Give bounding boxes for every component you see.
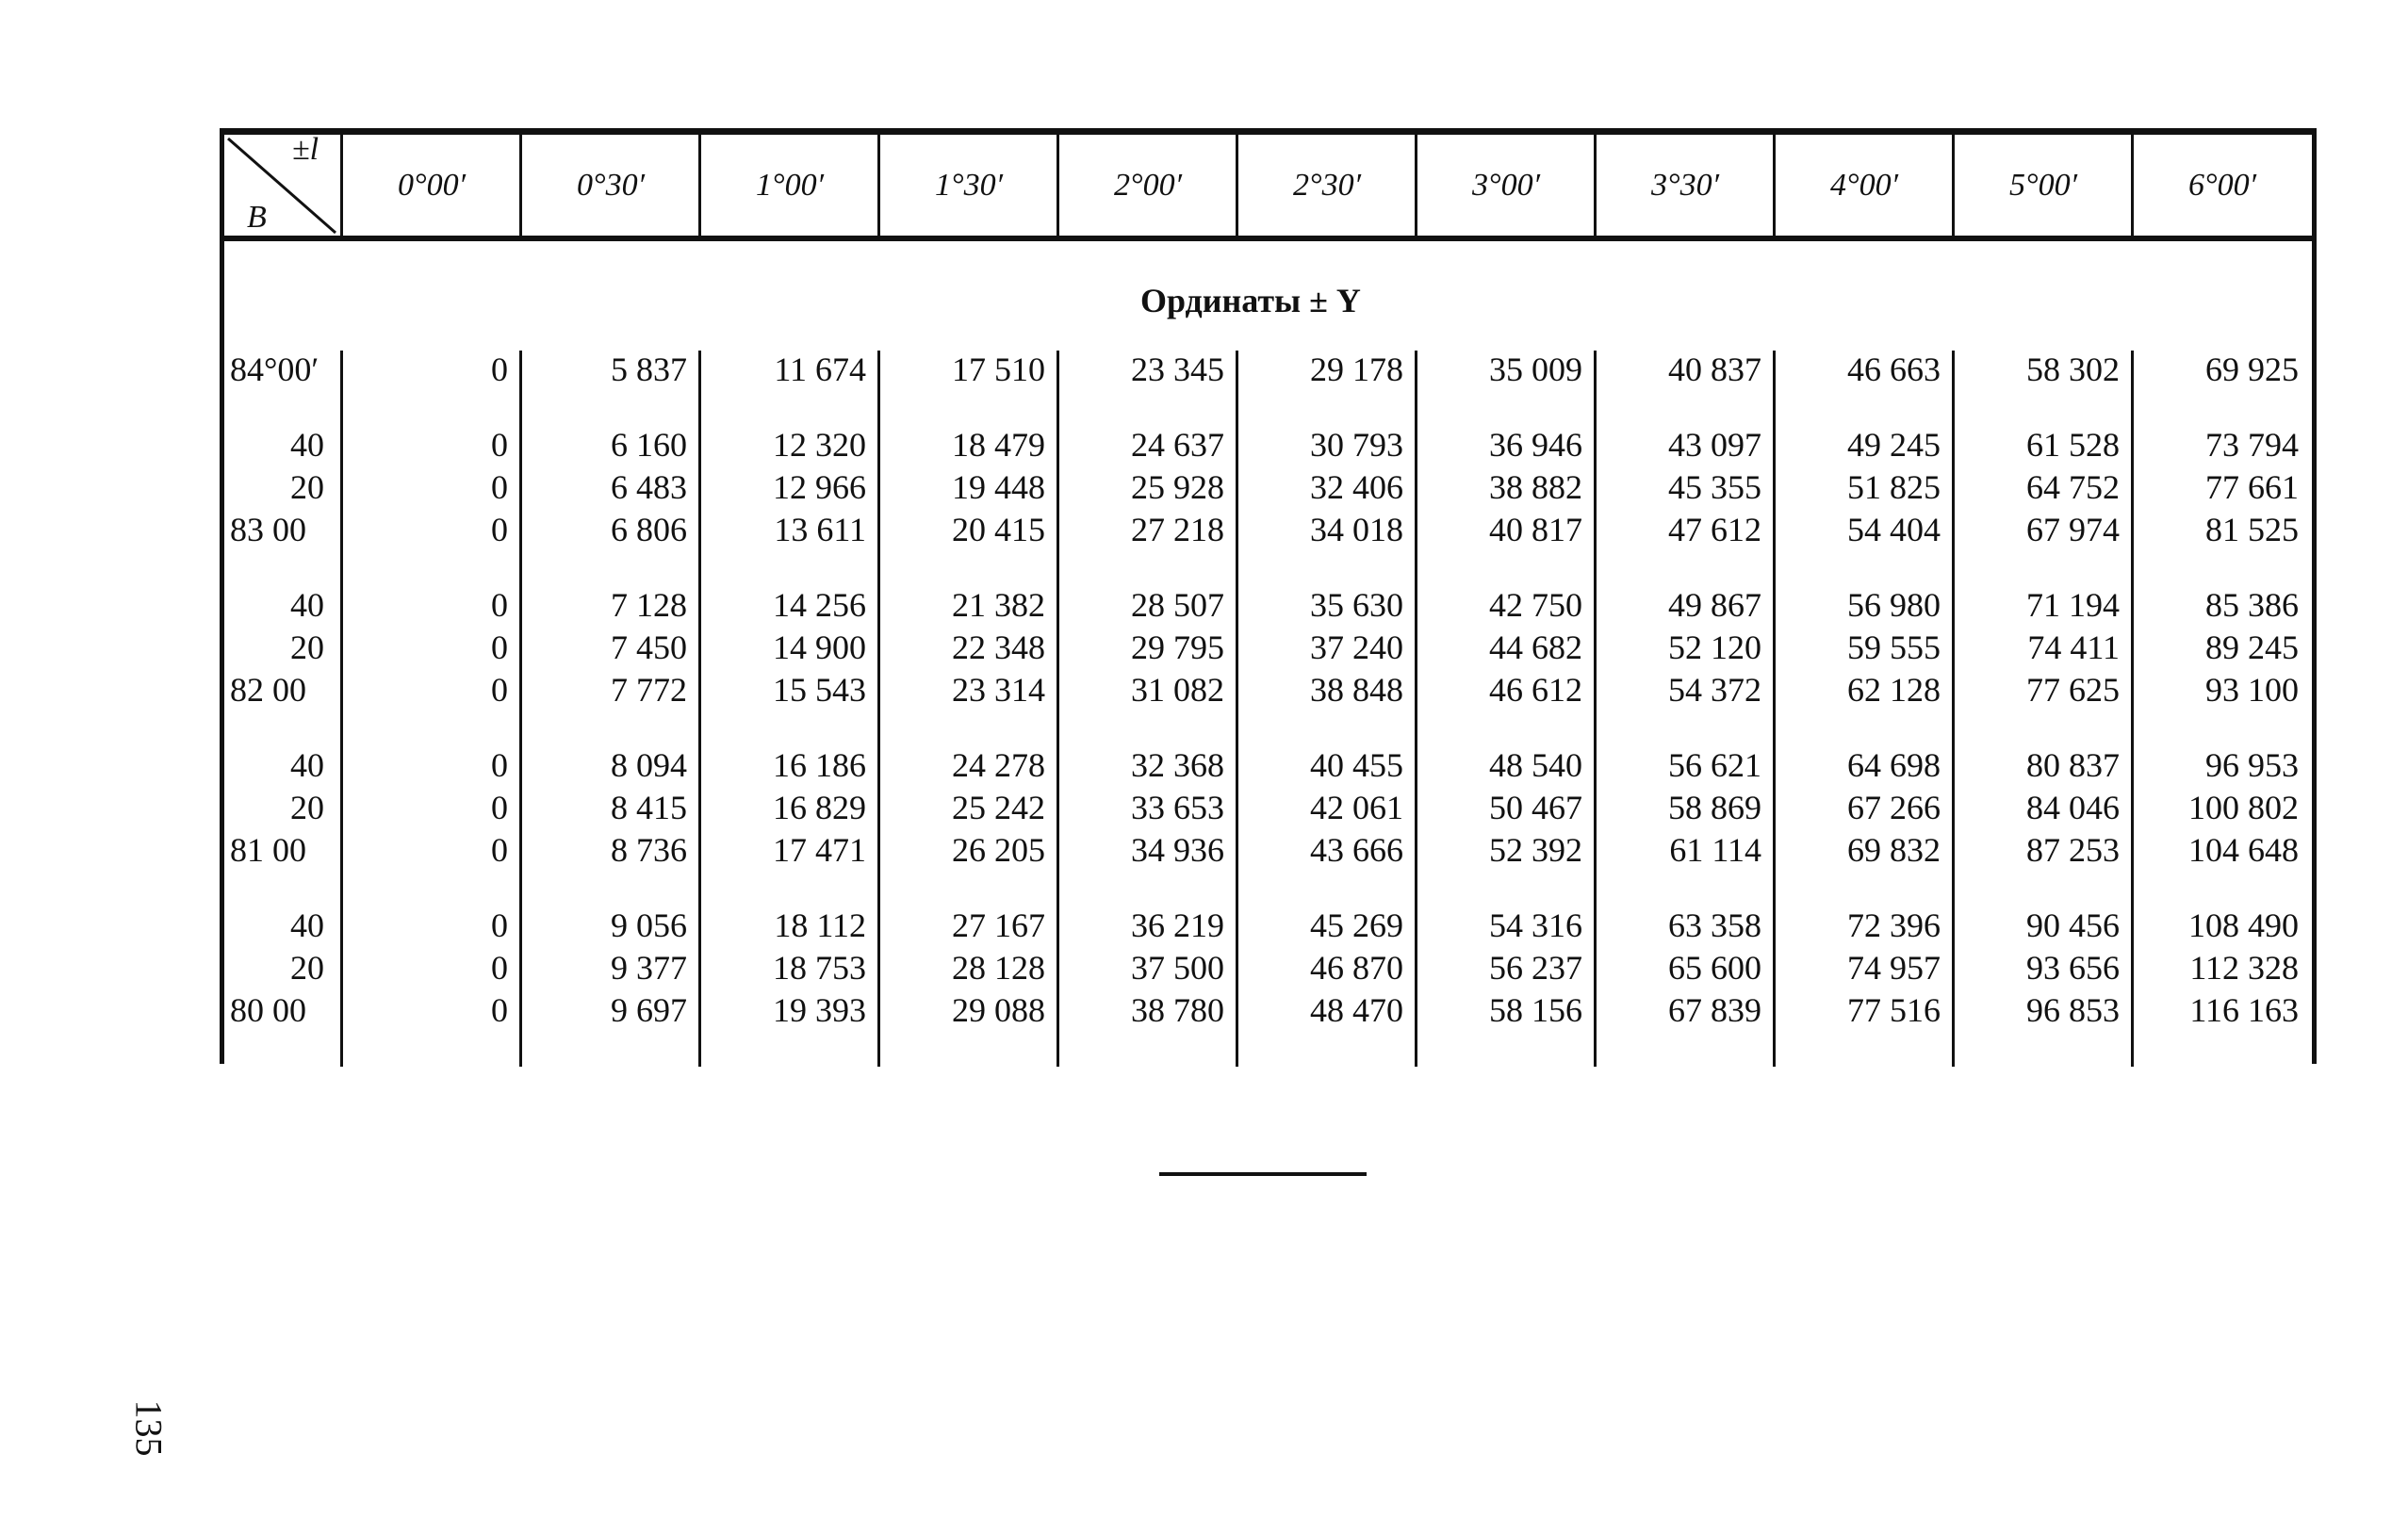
table-cell: 34 018	[1310, 511, 1403, 548]
table-cell: 27 167	[952, 906, 1045, 944]
column-header: 5°00′	[2008, 167, 2078, 203]
corner-top-label: ±l	[292, 132, 319, 167]
column-rule	[2131, 135, 2134, 236]
table-cell: 116 163	[2189, 991, 2299, 1029]
table-cell: 85 386	[2205, 586, 2299, 624]
table-cell: 100 802	[2188, 789, 2299, 826]
table-cell: 34 936	[1131, 831, 1224, 869]
column-rule	[2131, 351, 2134, 1067]
table-cell: 40 817	[1489, 511, 1582, 548]
table-cell: 52 392	[1489, 831, 1582, 869]
table-cell: 27 218	[1131, 511, 1224, 548]
table-cell: 0	[491, 949, 508, 987]
table-cell: 12 966	[773, 468, 866, 506]
table-cell: 8 736	[611, 831, 687, 869]
table-cell: 49 867	[1668, 586, 1761, 624]
table-cell: 0	[491, 991, 508, 1029]
table-cell: 36 946	[1489, 426, 1582, 464]
table-cell: 38 882	[1489, 468, 1582, 506]
table-cell: 29 178	[1310, 351, 1403, 388]
table-cell: 52 120	[1668, 629, 1761, 666]
table-cell: 0	[491, 468, 508, 506]
table-row	[0, 789, 2408, 826]
table-cell: 35 630	[1310, 586, 1403, 624]
table-cell: 58 156	[1489, 991, 1582, 1029]
table-cell: 26 205	[952, 831, 1045, 869]
table-cell: 62 128	[1847, 671, 1941, 709]
table-cell: 24 637	[1131, 426, 1224, 464]
latitude-cell: 83 00	[230, 511, 306, 548]
table-cell: 17 510	[952, 351, 1045, 388]
table-cell: 29 088	[952, 991, 1045, 1029]
latitude-cell: 40	[290, 906, 324, 944]
table-cell: 7 772	[611, 671, 687, 709]
table-cell: 33 653	[1131, 789, 1224, 826]
table-cell: 11 674	[774, 351, 866, 388]
table-cell: 21 382	[952, 586, 1045, 624]
column-header: 3°00′	[1471, 167, 1541, 203]
latitude-cell: 20	[290, 789, 324, 826]
table-cell: 42 061	[1310, 789, 1403, 826]
table-cell: 77 516	[1847, 991, 1941, 1029]
latitude-cell: 81 00	[230, 831, 306, 869]
table-row	[0, 351, 2408, 388]
table-cell: 24 278	[952, 746, 1045, 784]
table-cell: 17 471	[773, 831, 866, 869]
table-cell: 0	[491, 831, 508, 869]
table-cell: 14 256	[773, 586, 866, 624]
table-cell: 19 448	[952, 468, 1045, 506]
table-cell: 29 795	[1131, 629, 1224, 666]
table-cell: 31 082	[1131, 671, 1224, 709]
table-cell: 74 411	[2027, 629, 2120, 666]
table-cell: 67 266	[1847, 789, 1941, 826]
table-cell: 0	[491, 789, 508, 826]
corner-diagonal	[224, 135, 339, 236]
latitude-cell: 40	[290, 426, 324, 464]
column-rule	[1057, 135, 1059, 236]
table-cell: 54 316	[1489, 906, 1582, 944]
table-cell: 56 980	[1847, 586, 1941, 624]
table-cell: 0	[491, 671, 508, 709]
column-rule	[698, 351, 701, 1067]
table-cell: 9 697	[611, 991, 687, 1029]
table-cell: 93 656	[2026, 949, 2120, 987]
column-rule	[1594, 135, 1597, 236]
table-row	[0, 991, 2408, 1029]
table-cell: 49 245	[1847, 426, 1941, 464]
table-cell: 0	[491, 906, 508, 944]
table-cell: 58 869	[1668, 789, 1761, 826]
table-cell: 36 219	[1131, 906, 1224, 944]
table-cell: 58 302	[2026, 351, 2120, 388]
column-rule	[519, 351, 522, 1067]
column-header: 2°30′	[1292, 167, 1362, 203]
table-cell: 35 009	[1489, 351, 1582, 388]
table-row	[0, 671, 2408, 709]
table-cell: 6 806	[611, 511, 687, 548]
table-cell: 15 543	[773, 671, 866, 709]
table-cell: 59 555	[1847, 629, 1941, 666]
latitude-cell: 82 00	[230, 671, 306, 709]
column-header: 1°30′	[934, 167, 1004, 203]
corner-bottom-label: B	[247, 200, 267, 235]
table-cell: 80 837	[2026, 746, 2120, 784]
column-rule	[1594, 351, 1597, 1067]
table-cell: 45 269	[1310, 906, 1403, 944]
table-cell: 6 160	[611, 426, 687, 464]
table-cell: 48 540	[1489, 746, 1582, 784]
column-header: 0°00′	[397, 167, 467, 203]
table-cell: 51 825	[1847, 468, 1941, 506]
table-cell: 64 752	[2026, 468, 2120, 506]
table-cell: 93 100	[2205, 671, 2299, 709]
table-row	[0, 468, 2408, 506]
table-cell: 45 355	[1668, 468, 1761, 506]
table-cell: 9 056	[611, 906, 687, 944]
table-cell: 61 114	[1669, 831, 1761, 869]
table-cell: 67 839	[1668, 991, 1761, 1029]
table-cell: 43 666	[1310, 831, 1403, 869]
table-cell: 65 600	[1668, 949, 1761, 987]
table-cell: 12 320	[773, 426, 866, 464]
table-row	[0, 426, 2408, 464]
table-cell: 19 393	[773, 991, 866, 1029]
table-cell: 37 500	[1131, 949, 1224, 987]
table-cell: 73 794	[2205, 426, 2299, 464]
table-cell: 108 490	[2188, 906, 2299, 944]
table-cell: 112 328	[2189, 949, 2299, 987]
table-cell: 8 094	[611, 746, 687, 784]
column-rule	[877, 135, 880, 236]
table-cell: 64 698	[1847, 746, 1941, 784]
table-row	[0, 746, 2408, 784]
table-cell: 47 612	[1668, 511, 1761, 548]
latitude-cell: 84°00′	[230, 351, 319, 388]
table-cell: 46 870	[1310, 949, 1403, 987]
latitude-cell: 20	[290, 468, 324, 506]
table-header-rule	[220, 236, 2317, 241]
latitude-cell: 40	[290, 746, 324, 784]
table-row	[0, 629, 2408, 666]
column-rule	[1773, 135, 1776, 236]
table-cell: 48 470	[1310, 991, 1403, 1029]
column-header: 6°00′	[2187, 167, 2257, 203]
column-header: 0°30′	[576, 167, 646, 203]
table-cell: 56 237	[1489, 949, 1582, 987]
column-rule	[340, 135, 343, 236]
table-cell: 16 829	[773, 789, 866, 826]
table-cell: 42 750	[1489, 586, 1582, 624]
table-cell: 6 483	[611, 468, 687, 506]
table-cell: 22 348	[952, 629, 1045, 666]
table-cell: 72 396	[1847, 906, 1941, 944]
column-rule	[1415, 351, 1417, 1067]
column-rule	[1952, 351, 1955, 1067]
table-cell: 77 625	[2026, 671, 2120, 709]
table-cell: 63 358	[1668, 906, 1761, 944]
table-cell: 20 415	[952, 511, 1045, 548]
column-rule	[340, 351, 343, 1067]
table-cell: 69 832	[1847, 831, 1941, 869]
column-rule	[1236, 135, 1238, 236]
table-cell: 96 953	[2205, 746, 2299, 784]
column-rule	[1057, 351, 1059, 1067]
table-cell: 43 097	[1668, 426, 1761, 464]
table-row	[0, 906, 2408, 944]
latitude-cell: 40	[290, 586, 324, 624]
table-cell: 0	[491, 351, 508, 388]
separator-bar	[1159, 1172, 1367, 1176]
table-row	[0, 586, 2408, 624]
table-cell: 5 837	[611, 351, 687, 388]
latitude-cell: 80 00	[230, 991, 306, 1029]
table-cell: 16 186	[773, 746, 866, 784]
latitude-cell: 20	[290, 629, 324, 666]
table-cell: 14 900	[773, 629, 866, 666]
table-cell: 84 046	[2026, 789, 2120, 826]
table-cell: 46 612	[1489, 671, 1582, 709]
column-rule	[877, 351, 880, 1067]
table-cell: 32 368	[1131, 746, 1224, 784]
column-header: 4°00′	[1829, 167, 1899, 203]
table-cell: 9 377	[611, 949, 687, 987]
table-cell: 18 753	[773, 949, 866, 987]
table-cell: 61 528	[2026, 426, 2120, 464]
table-cell: 90 456	[2026, 906, 2120, 944]
table-row	[0, 949, 2408, 987]
table-cell: 0	[491, 586, 508, 624]
table-cell: 44 682	[1489, 629, 1582, 666]
table-cell: 25 242	[952, 789, 1045, 826]
table-cell: 71 194	[2026, 586, 2120, 624]
table-cell: 104 648	[2188, 831, 2299, 869]
page-number: 135	[127, 1399, 171, 1457]
table-cell: 0	[491, 511, 508, 548]
table-cell: 0	[491, 746, 508, 784]
table-cell: 18 479	[952, 426, 1045, 464]
column-rule	[519, 135, 522, 236]
column-rule	[1952, 135, 1955, 236]
table-cell: 77 661	[2205, 468, 2299, 506]
table-row	[0, 831, 2408, 869]
table-cell: 38 848	[1310, 671, 1403, 709]
column-rule	[698, 135, 701, 236]
table-cell: 40 837	[1668, 351, 1761, 388]
latitude-cell: 20	[290, 949, 324, 987]
table-cell: 40 455	[1310, 746, 1403, 784]
table-cell: 67 974	[2026, 511, 2120, 548]
table-cell: 96 853	[2026, 991, 2120, 1029]
column-rule	[1773, 351, 1776, 1067]
table-cell: 18 112	[774, 906, 866, 944]
column-header: 2°00′	[1113, 167, 1183, 203]
table-cell: 23 314	[952, 671, 1045, 709]
table-cell: 38 780	[1131, 991, 1224, 1029]
table-cell: 54 404	[1847, 511, 1941, 548]
table-row	[0, 511, 2408, 548]
column-header: 1°00′	[755, 167, 825, 203]
table-cell: 87 253	[2026, 831, 2120, 869]
table-cell: 13 611	[774, 511, 866, 548]
column-rule	[1415, 135, 1417, 236]
table-cell: 7 128	[611, 586, 687, 624]
table-cell: 56 621	[1668, 746, 1761, 784]
table-cell: 32 406	[1310, 468, 1403, 506]
section-title: Ординаты ± Y	[1140, 282, 1361, 319]
table-cell: 50 467	[1489, 789, 1582, 826]
table-cell: 81 525	[2205, 511, 2299, 548]
table-cell: 28 128	[952, 949, 1045, 987]
table-cell: 0	[491, 629, 508, 666]
table-top-rule	[220, 128, 2317, 135]
table-cell: 69 925	[2205, 351, 2299, 388]
table-cell: 74 957	[1847, 949, 1941, 987]
table-cell: 46 663	[1847, 351, 1941, 388]
column-rule	[1236, 351, 1238, 1067]
table-cell: 28 507	[1131, 586, 1224, 624]
table-cell: 7 450	[611, 629, 687, 666]
table-cell: 37 240	[1310, 629, 1403, 666]
table-cell: 23 345	[1131, 351, 1224, 388]
table-cell: 8 415	[611, 789, 687, 826]
table-cell: 25 928	[1131, 468, 1224, 506]
table-cell: 54 372	[1668, 671, 1761, 709]
table-cell: 89 245	[2205, 629, 2299, 666]
table-cell: 0	[491, 426, 508, 464]
table-cell: 30 793	[1310, 426, 1403, 464]
column-header: 3°30′	[1650, 167, 1720, 203]
